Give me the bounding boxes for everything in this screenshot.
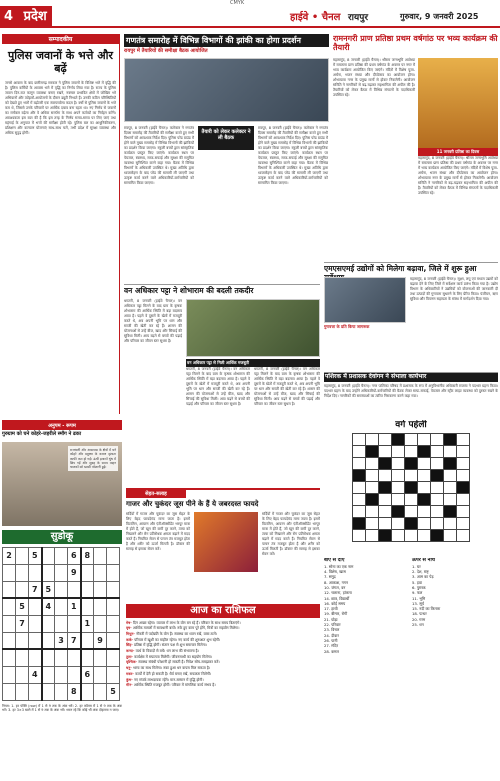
ram-headline: रामनगरी प्राण प्रतिष्ठा प्रथम वर्षगांठ पर भव्य कार्यक्रम की तैयारी — [333, 34, 498, 53]
msme-body: महासमुंद, 8 जनवरी (हाईवे चैनल)। सूक्ष्म, लघु एवं मध्यम उद्यमों को बढ़ावा देने के लिए जिले में सर्वेक्षण कार्य प्रारंभ किया गया है। उद्योग विभाग के अधिकारियों ने उद्यमियों को योजनाओं की जानकारी दी तथा उत्पादों की गुणवत्ता सुधारने के लिए प्रेरित किया। पंजीयन, ऋण सुविधा और विपणन सहायता के संबंध में मार्गदर्शन दिया गया। — [410, 277, 498, 301]
horoscope-sign: तुला- — [126, 654, 135, 659]
brand-name: हाईवे • चैनल — [290, 12, 341, 23]
sudoku-cell — [42, 683, 55, 700]
sudoku-cell — [3, 598, 16, 615]
lead-body-continued: रायपुर, 8 जनवरी (हाईवे चैनल)। कलेक्टर ने गणतंत्र दिवस समारोह की तैयारियों की समीक्षा करते हुए सभी विभागों को आवश्यक निर्देश दिए। पुलिस परेड ग्राउंड में होने वाले मुख्य समारोह में विभिन्न विभागों की झांकियों का प्रदर्शन किया जाएगा। स्कूली बच्चों द्वारा सांस्कृतिक कार्यक्रम प्रस्तुत किए जाएंगे। कार्यक्रम स्थल पर पेयजल, स्वास्थ्य, साफ-सफाई और सुरक्षा की समुचित व्यवस्था सुनिश्चित करने कहा गया। बैठक में विभिन्न विभागों के अधिकारी उपस्थित थे। मुख्य अतिथि द्वारा ध्वजारोहण के बाद परेड की सलामी ली जाएगी तथा उत्कृष्ट कार्य करने वाले अधिकारियों-कर्मचारियों को सम्मानित किया जाएगा। — [258, 126, 328, 185]
sudoku-cell — [42, 649, 55, 666]
sudoku-cell — [81, 598, 94, 615]
sudoku-row — [3, 615, 120, 632]
clue-item: 5. हवा — [412, 579, 422, 585]
ram-body-continued: महासमुंद, 8 जनवरी (हाईवे चैनल)। श्रीराम जन्मभूमि अयोध्या में रामलला प्राण प्रतिष्ठा की प्रथम वर्षगांठ के अवसर पर नगर में भव्य कार्यक्रम आयोजित किए जाएंगे। मंदिरों में विशेष पूजा-अर्चना, भजन संध्या और दीपोत्सव का आयोजन होगा। शोभायात्रा नगर के प्रमुख मार्गों से होकर निकलेगी। आयोजन समिति ने नागरिकों से बढ़-चढ़कर सहभागिता की अपील की है। तैयारियों को लेकर बैठक में विभिन्न संगठनों के पदाधिकारी उपस्थित रहे। — [418, 156, 498, 195]
sudoku-cell — [68, 615, 81, 632]
sudoku-cell — [94, 598, 107, 615]
clues-across — [324, 558, 410, 654]
horoscope-item — [126, 655, 320, 660]
horoscope-sign: मेष- — [126, 620, 133, 625]
sudoku-rules: नियम: 1. हर पंक्ति (row) में 1 से 9 तक के अंक भरें। 2. हर कॉलम में 1 से 9 तक के अंक भरें। 3. हर 3×3 खाने में 1 से 9 तक के अंक भरें। ध्यान रहे कि कोई भी अंक दोहराया न जाए। — [2, 703, 122, 712]
sudoku-cell: 1 — [81, 615, 94, 632]
clue-item: 1. घर — [412, 563, 421, 569]
registration-mark: CMYK — [230, 0, 245, 6]
ram-body: महासमुंद, 8 जनवरी (हाईवे चैनल)। श्रीराम जन्मभूमि अयोध्या में रामलला प्राण प्रतिष्ठा की प्रथम वर्षगांठ के अवसर पर नगर में भव्य कार्यक्रम आयोजित किए जाएंगे। मंदिरों में विशेष पूजा-अर्चना, भजन संध्या और दीपोत्सव का आयोजन होगा। शोभायात्रा नगर के प्रमुख मार्गों से होकर निकलेगी। आयोजन समिति ने नागरिकों से बढ़-चढ़कर सहभागिता की अपील की है। तैयारियों को लेकर बैठक में विभिन्न संगठनों के पदाधिकारी उपस्थित रहे। — [333, 58, 415, 97]
sudoku-title: सुडोकू — [2, 530, 122, 544]
sudoku-cell — [42, 615, 55, 632]
sudoku-cell — [55, 666, 68, 683]
clues-down-title: ऊपर से नीचे — [412, 558, 435, 563]
clues-down-list — [412, 564, 498, 628]
crossword — [324, 420, 498, 555]
horoscope-sign: कुंभ- — [126, 677, 135, 682]
sudoku-cell — [16, 683, 29, 700]
sudoku-cell — [3, 683, 16, 700]
horoscope-list — [126, 621, 320, 688]
sudoku-row — [3, 632, 120, 649]
sudoku-cell — [42, 564, 55, 581]
horoscope-item — [126, 643, 320, 648]
clues-across-title: बाएं से दाएं — [324, 558, 345, 563]
clue-item: 6. पुस्तक — [412, 584, 426, 590]
msme-headline: एमएसएमई उद्योगों को मिलेगा बढ़ावा, जिले में शुरू हुआ — [324, 264, 477, 273]
page-number-block — [0, 6, 52, 28]
sudoku-cell: 6 — [81, 666, 94, 683]
sudoku-grid — [2, 547, 120, 701]
health-label: सेहत-सलाह — [126, 490, 186, 498]
msme-photo — [324, 277, 406, 323]
horoscope-item — [126, 649, 320, 654]
sudoku-row — [3, 683, 120, 700]
horoscope-sign: धनु- — [126, 666, 133, 671]
sudoku-cell — [3, 649, 16, 666]
sudoku-cell — [3, 666, 16, 683]
health-section — [126, 488, 320, 600]
sudoku-cell: 2 — [3, 547, 16, 564]
masthead — [0, 6, 500, 28]
sudoku-row — [3, 649, 120, 666]
health-body: सर्दियों में गाजर और चुकंदर का जूस सेहत के लिए बेहद फायदेमंद माना जाता है। इसमें विटामिन, आयरन और एंटीऑक्सीडेंट भरपूर मात्रा में होते हैं, जो खून की कमी दूर करने, त्वचा को निखारने और रोग प्रतिरोधक क्षमता बढ़ाने में मदद करते हैं। नियमित सेवन से पाचन तंत्र मजबूत होता है और शरीर को ऊर्जा मिलती है। डॉक्टर की सलाह से इसका सेवन करें। — [126, 512, 190, 551]
sudoku-cell — [55, 598, 68, 615]
forest-body-col2: धमतरी, 8 जनवरी (हाईवे चैनल)। वन अधिकार पट्टा मिलने के बाद ग्राम के कृषक शोभाराम की आर्थिक स्थिति में बड़ा बदलाव आया है। पहले वे दूसरों के खेतों में मजदूरी करते थे, अब अपनी भूमि पर धान और सब्जी की खेती कर रहे हैं। शासन की योजनाओं से उन्हें बीज, खाद और सिंचाई की सुविधा मिली। आय बढ़ने से बच्चों की पढ़ाई और परिवार का जीवन स्तर सुधरा है। — [186, 367, 250, 406]
sudoku-cell — [94, 615, 107, 632]
sudoku-cell — [3, 564, 16, 581]
horoscope-text: नौकरी में पदोन्नति के योग हैं। स्वास्थ्य का ध्यान रखें, यात्रा टालें। — [136, 631, 218, 636]
clue-item: 27. मंदिर — [324, 643, 339, 649]
sudoku-cell — [107, 632, 120, 649]
forest-rights-story — [124, 284, 320, 484]
sudoku-cell — [107, 581, 120, 598]
sudoku-cell — [16, 547, 29, 564]
lead-subtitle: रायपुर में तैयारियों की समीक्षा बैठक आयोजित — [124, 48, 208, 55]
lead-story — [124, 34, 329, 279]
sudoku-cell: 3 — [55, 632, 68, 649]
ram-idol-photo — [418, 58, 498, 148]
sudoku-cell — [3, 581, 16, 598]
clue-item: 18. पत्थर — [412, 611, 427, 617]
sudoku-cell — [29, 598, 42, 615]
sudoku-cell: 4 — [42, 598, 55, 615]
clue-item: 28. कमल — [324, 648, 340, 654]
snapshot-section — [2, 420, 122, 526]
horoscope-item — [126, 632, 320, 637]
sudoku-cell: 4 — [29, 666, 42, 683]
sudoku-cell — [81, 649, 94, 666]
horoscope-text: आर्थिक स्थिति मजबूत होगी। परिवार में मांगलिक कार्य संभव है। — [133, 683, 216, 688]
snapshot-label: अनुपम - रूपम — [2, 422, 122, 430]
lead-body: रायपुर, 8 जनवरी (हाईवे चैनल)। कलेक्टर ने गणतंत्र दिवस समारोह की तैयारियों की समीक्षा करते हुए सभी विभागों को आवश्यक निर्देश दिए। पुलिस परेड ग्राउंड में होने वाले मुख्य समारोह में विभिन्न विभागों की झांकियों का प्रदर्शन किया जाएगा। स्कूली बच्चों द्वारा सांस्कृतिक कार्यक्रम प्रस्तुत किए जाएंगे। कार्यक्रम स्थल पर पेयजल, स्वास्थ्य, साफ-सफाई और सुरक्षा की समुचित व्यवस्था सुनिश्चित करने कहा गया। बैठक में विभिन्न विभागों के अधिकारी उपस्थित थे। मुख्य अतिथि द्वारा ध्वजारोहण के बाद परेड की सलामी ली जाएगी तथा उत्कृष्ट कार्य करने वाले अधिकारियों-कर्मचारियों को सम्मानित किया जाएगा। — [124, 126, 194, 185]
sudoku-cell — [29, 683, 42, 700]
horoscope-text: दिन अच्छा रहेगा। व्यापार में लाभ के योग बन रहे हैं। परिवार के साथ समय बिताएंगे। — [132, 620, 241, 625]
administrator-headline: पशिरक में प्रशासक देवांगन ने संभाला कार्यभार — [324, 373, 498, 382]
clue-item: 2. देश, राष्ट्र — [412, 569, 429, 575]
clue-item: 8. आकाश, गगन — [324, 579, 348, 585]
horoscope-text: प्रतिष्ठा में वृद्धि होगी। संतान पक्ष से शुभ समाचार मिलेगा। — [134, 643, 207, 648]
sudoku-cell — [94, 666, 107, 683]
horoscope-sign: वृश्चिक- — [126, 660, 139, 665]
sudoku-row — [3, 547, 120, 564]
crossword-clues — [324, 558, 498, 779]
clue-item: 3. आम का पेड़ — [412, 574, 434, 580]
sudoku-cell — [107, 649, 120, 666]
sudoku-cell: 7 — [29, 581, 42, 598]
administrator-body: महासमुंद, 8 जनवरी (हाईवे चैनल)। नगर पालिका परिषद में प्रशासक के रूप में अनुविभागीय अधिकारी राजस्व ने पदभार ग्रहण किया। पदभार ग्रहण के बाद उन्होंने अधिकारियों-कर्मचारियों की बैठक लेकर साफ-सफाई, पेयजल और स्ट्रीट लाइट व्यवस्था को दुरुस्त रखने के निर्देश दिए। नागरिकों की समस्याओं का त्वरित निराकरण करने कहा गया। — [324, 383, 498, 398]
sudoku-row — [3, 598, 120, 615]
horoscope-text: स्वास्थ्य संबंधी परेशानी हो सकती है। निवेश सोच-समझकर करें। — [138, 660, 220, 665]
horoscope-text: कार्यक्षेत्र में सफलता मिलेगी। जीवनसाथी का सहयोग मिलेगा। — [134, 654, 213, 659]
sudoku-cell: 8 — [81, 547, 94, 564]
sudoku-cell — [55, 649, 68, 666]
ram-caption: 11 जनवरी प्रतिष्ठा का दिवस — [418, 148, 498, 156]
sudoku-cell: 9 — [68, 564, 81, 581]
health-title: गाजर और चुकंदर जूस पीने के हैं ये जबरदस्त फायदे — [126, 500, 259, 508]
horoscope-text: भाग्य का साथ मिलेगा। रुका हुआ धन वापस मिल सकता है। — [132, 666, 211, 671]
horoscope-item — [126, 683, 320, 688]
clue-item: 22. परिवार — [324, 622, 341, 628]
sudoku-cell — [29, 615, 42, 632]
msme-subtitle: गुणवत्ता के प्रति किया जागरूक — [324, 324, 370, 329]
sudoku-cell — [68, 649, 81, 666]
juice-photo — [194, 512, 258, 572]
sudoku-cell: 7 — [16, 615, 29, 632]
clue-item: 4. विशेष, खास — [324, 569, 346, 575]
sudoku-cell — [29, 564, 42, 581]
horoscope-item — [126, 660, 320, 665]
editorial-title: पुलिस जवानों के भत्ते और बढ़ें — [8, 49, 113, 75]
horoscope-sign: सिंह- — [126, 643, 135, 648]
health-body-continued: सर्दियों में गाजर और चुकंदर का जूस सेहत के लिए बेहद फायदेमंद माना जाता है। इसमें विटामिन, आयरन और एंटीऑक्सीडेंट भरपूर मात्रा में होते हैं, जो खून की कमी दूर करने, त्वचा को निखारने और रोग प्रतिरोधक क्षमता बढ़ाने में मदद करते हैं। नियमित सेवन से पाचन तंत्र मजबूत होता है और शरीर को ऊर्जा मिलती है। डॉक्टर की सलाह से इसका सेवन करें। — [262, 512, 320, 556]
sudoku-cell — [94, 547, 107, 564]
clue-item: 12. चलाना, हांकना — [324, 590, 352, 596]
sudoku-cell — [55, 581, 68, 598]
sudoku-cell: 5 — [29, 547, 42, 564]
sudoku-cell: 9 — [94, 632, 107, 649]
editorial-body: जनसे आवास के बाद छत्तीसगढ़ सरकार ने पुलिस जवानों के विशिष्ट भत्ते में वृद्धि की है। पुलिस कर्मियों के आवास भत्ते में वृद्धि का निर्णय लिया गया है। राज्य के पुलिस जवान दिन-रात कानून व्यवस्था बनाए रखने, नक्सल प्रभावित क्षेत्रों में जोखिम भरे अभियानों और त्योहारों-आयोजनों के दौरान ड्यूटी निभाते हैं। उनकी कठिन परिस्थितियों को देखते हुए भत्तों में बढ़ोतरी एक स्वागतयोग्य कदम है। वर्षों से पुलिस जवानों के भत्ते कम थे, जिससे उनके परिवारों पर आर्थिक दबाव बना रहता था। नए निर्णय से जवानों का मनोबल बढ़ेगा और वे अधिक समर्पण के साथ अपने कर्तव्यों का निर्वहन करेंगे। आवश्यकता इस बात की है कि इस तरह के निर्णय समय-समय पर लिए जाएं तथा महंगाई के अनुपात में भत्तों की समीक्षा होती रहे। पुलिस बल का आधुनिकीकरण, प्रशिक्षण और कल्याण योजनाएं साथ-साथ चलें, तभी प्रदेश में सुरक्षा व्यवस्था और अधिक सुदृढ़ होगी। — [5, 81, 116, 136]
sudoku-row — [3, 581, 120, 598]
clue-item: 16. कोई समय — [324, 600, 346, 606]
sudoku-cell — [55, 683, 68, 700]
sudoku-cell — [29, 649, 42, 666]
clue-item: 13. सूर्य — [412, 600, 425, 606]
sudoku-cell — [16, 581, 29, 598]
forest-body: धमतरी, 8 जनवरी (हाईवे चैनल)। वन अधिकार पट्टा मिलने के बाद ग्राम के कृषक शोभाराम की आर्थिक स्थिति में बड़ा बदलाव आया है। पहले वे दूसरों के खेतों में मजदूरी करते थे, अब अपनी भूमि पर धान और सब्जी की खेती कर रहे हैं। शासन की योजनाओं से उन्हें बीज, खाद और सिंचाई की सुविधा मिली। आय बढ़ने से बच्चों की पढ़ाई और परिवार का जीवन स्तर सुधरा है। — [124, 299, 182, 343]
page-number: 4 — [4, 9, 14, 24]
editorial-column — [2, 34, 120, 414]
clue-item: 17. हाथी — [324, 606, 338, 612]
sudoku-cell — [94, 581, 107, 598]
clue-item: 21. घोड़ा — [324, 616, 338, 622]
clue-item: 10. जंगल, वन — [324, 584, 346, 590]
sudoku-cell: 1 — [68, 598, 81, 615]
forest-caption: वन अधिकार पट्टा से मिली आर्थिक मजबूती — [186, 359, 320, 367]
horoscope-item — [126, 678, 320, 683]
horoscope-sign: कर्क- — [126, 637, 135, 642]
horoscope-text: व्यर्थ के विवादों से बचें। धन लाभ की संभावना है। — [135, 649, 199, 654]
sudoku-cell — [68, 666, 81, 683]
horoscope-sign: मकर- — [126, 671, 136, 676]
crossword-title: वर्ग पहेली — [395, 420, 427, 430]
snapshot-title: गुरुग्राम को घने कोहरे-जहरीले स्मॉग ने ढका — [2, 431, 81, 437]
sudoku-cell — [16, 632, 29, 649]
clue-item: 23. विचार — [324, 627, 340, 633]
clue-item: 25. धन — [412, 622, 424, 628]
sudoku-cell — [81, 683, 94, 700]
city-name: रायपुर — [348, 13, 369, 23]
sudoku-cell: 5 — [42, 581, 55, 598]
lead-photo — [124, 58, 329, 122]
horoscope-item — [126, 626, 320, 631]
horoscope-item — [126, 666, 320, 671]
sudoku-cell — [107, 598, 120, 615]
sudoku-cell — [16, 564, 29, 581]
horoscope-text: परिवार में खुशी का माहौल रहेगा। नए कार्य की शुरुआत शुभ रहेगी। — [134, 637, 221, 642]
sudoku-cell — [55, 564, 68, 581]
sudoku-cell — [3, 615, 16, 632]
lead-headline: गणतंत्र समारोह में विभिन्न विभागों की झांकी का होगा प्रदर्शन — [124, 34, 329, 47]
horoscope-section — [126, 604, 320, 779]
sudoku-cell — [94, 564, 107, 581]
horoscope-text: कार्यों में देरी हो सकती है। धैर्य बनाए रखें, सफलता मिलेगी। — [135, 671, 212, 676]
msme-story — [324, 262, 498, 370]
horoscope-sign: कन्या- — [126, 649, 136, 654]
sudoku-cell — [16, 666, 29, 683]
sudoku-cell — [42, 666, 55, 683]
sudoku-cell — [68, 581, 81, 598]
horoscope-item — [126, 638, 320, 643]
clue-item: 15. नदी का किनारा — [412, 606, 441, 612]
clue-item: 11. भूमि — [412, 595, 426, 601]
sudoku-cell — [107, 615, 120, 632]
clue-item: 24. दीवार — [324, 632, 339, 638]
sudoku-section — [2, 530, 122, 780]
horoscope-sign: वृष- — [126, 626, 133, 631]
clue-item: 1. सोना का एक नाम — [324, 563, 354, 569]
horoscope-item — [126, 621, 320, 626]
sudoku-cell — [94, 649, 107, 666]
sudoku-cell: 8 — [68, 683, 81, 700]
sudoku-cell: 5 — [107, 683, 120, 700]
horoscope-text: नए संपर्क लाभदायक रहेंगे। मान-सम्मान में वृद्धि होगी। — [134, 677, 204, 682]
sudoku-cell: 5 — [16, 598, 29, 615]
editorial-label: सम्पादकीय — [2, 34, 119, 44]
clue-item: 7. समुद्र — [324, 574, 336, 580]
sudoku-cell — [42, 632, 55, 649]
horoscope-item — [126, 672, 320, 677]
sudoku-cell — [42, 547, 55, 564]
sudoku-cell — [81, 564, 94, 581]
clues-across-list — [324, 564, 410, 654]
forest-body-col3: धमतरी, 8 जनवरी (हाईवे चैनल)। वन अधिकार पट्टा मिलने के बाद ग्राम के कृषक शोभाराम की आर्थिक स्थिति में बड़ा बदलाव आया है। पहले वे दूसरों के खेतों में मजदूरी करते थे, अब अपनी भूमि पर धान और सब्जी की खेती कर रहे हैं। शासन की योजनाओं से उन्हें बीज, खाद और सिंचाई की सुविधा मिली। आय बढ़ने से बच्चों की पढ़ाई और परिवार का जीवन स्तर सुधरा है। — [254, 367, 320, 406]
administrator-story — [324, 372, 498, 420]
sudoku-cell — [94, 683, 107, 700]
forest-headline: वन अधिकार पट्टा ने शोभाराम की बदली तकदीर — [124, 286, 254, 295]
section-title: प्रदेश — [23, 9, 47, 24]
sudoku-row — [3, 564, 120, 581]
clue-item: 9. फल — [412, 590, 423, 596]
clues-down — [412, 558, 498, 627]
sudoku-cell — [29, 632, 42, 649]
clue-item: 14. छात्र, विद्यार्थी — [324, 595, 350, 601]
sudoku-cell — [55, 547, 68, 564]
sudoku-row — [3, 666, 120, 683]
clue-item: 20. गरम — [412, 616, 426, 622]
lead-photo-caption: तैयारी को लेकर कलेक्टर ने ली बैठक — [198, 126, 254, 150]
clue-item: 26. पानी — [324, 637, 338, 643]
sudoku-cell — [55, 615, 68, 632]
sudoku-cell: 7 — [68, 632, 81, 649]
sudoku-cell — [107, 547, 120, 564]
horoscope-sign: मिथुन- — [126, 631, 137, 636]
ram-story — [333, 34, 498, 259]
horoscope-text: आर्थिक मामलों में सावधानी बरतें। रुके हुए काम पूरे होंगे, मित्रों का सहयोग मिलेगा। — [132, 626, 240, 631]
issue-date: गुरुवार, 9 जनवरी 2025 — [400, 12, 479, 21]
forest-photo — [186, 299, 320, 357]
sudoku-cell — [3, 632, 16, 649]
horoscope-sign: मीन- — [126, 683, 134, 688]
clue-item: 19. बीमार, रोगी — [324, 611, 348, 617]
sudoku-cell — [16, 649, 29, 666]
sudoku-cell — [81, 632, 94, 649]
snapshot-caption: राजधानी और आसपास के क्षेत्रों में घने कोहरे और प्रदूषण के कारण दृश्यता काफी कम हो गई। ऊंची इमारतें धुंध में छिप गईं और सुबह के समय वाहन चालकों को खासी परेशानी हुई। — [68, 446, 118, 471]
crossword-grid — [352, 433, 470, 542]
horoscope-title: आज का राशिफल — [126, 604, 320, 618]
sudoku-cell: 6 — [68, 547, 81, 564]
sudoku-cell — [107, 666, 120, 683]
sudoku-cell — [107, 564, 120, 581]
sudoku-cell — [81, 581, 94, 598]
